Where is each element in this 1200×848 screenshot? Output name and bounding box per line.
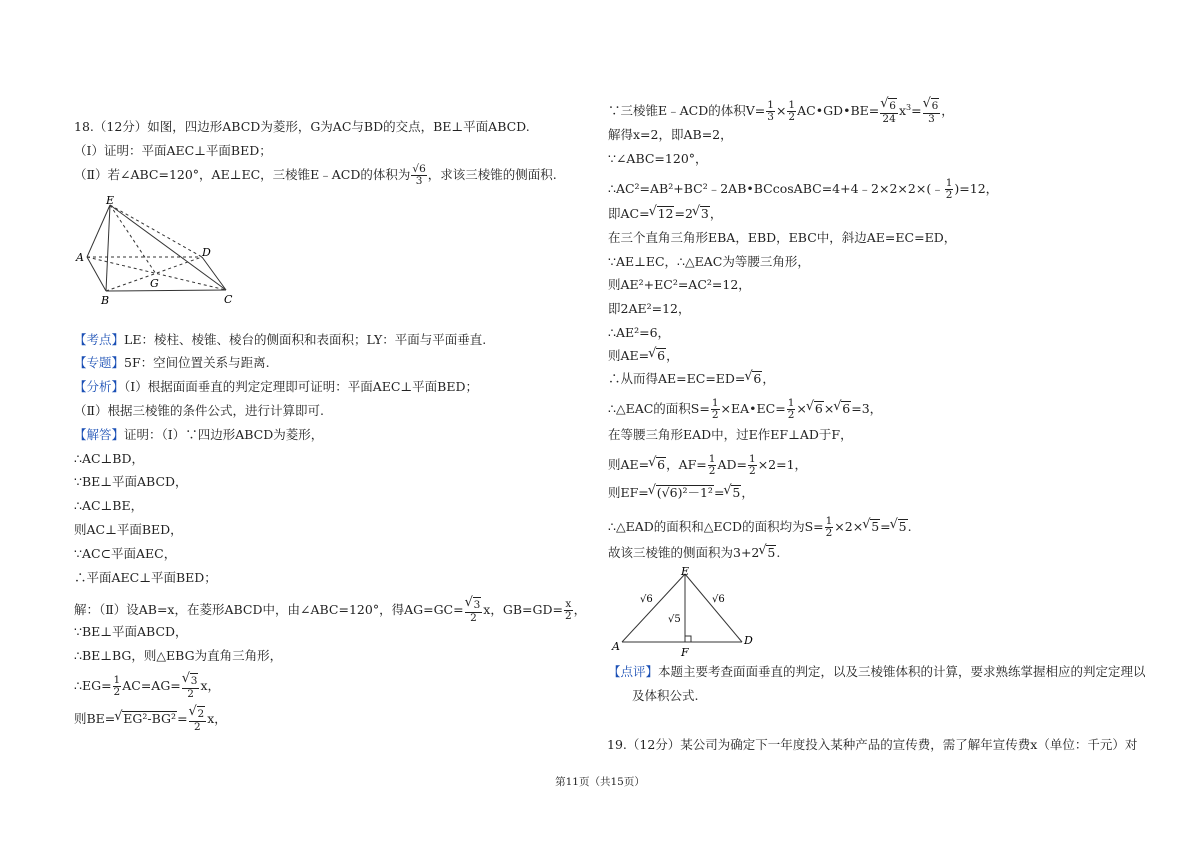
right-step-14: 在等腰三角形EAD中，过E作EF⊥AD于F， <box>608 427 853 442</box>
right-step-11: 则AE=√ 6， <box>608 348 679 364</box>
solution-step-10: ∴EG= $\frac{1}{2}$ AC=AG= √ $\frac{3}{2}$ x， <box>74 673 220 700</box>
dianping-line: 【点评】本题主要考查面面垂直的判定，以及三棱锥体积的计算，要求熟练掌握相应的判定定理以 <box>608 664 1146 679</box>
solution-step-5: ∵AC⊂平面AEC， <box>74 546 177 561</box>
tri-side-ed: √6 <box>712 594 725 605</box>
tri-side-ef: √5 <box>668 614 681 625</box>
right-step-7: ∵AE⊥EC，∴△EAC为等腰三角形， <box>608 254 810 269</box>
right-step-5: 即AC=√ 12=2√ 3， <box>608 206 722 222</box>
zhuanti-line: 【专题】5F：空间位置关系与距离. <box>74 355 270 370</box>
solution-step-7: 解：（Ⅱ）设AB=x，在菱形ABCD中，由∠ABC=120°，得AG=GC= √ $\frac{3}{2}$ x，GB=GD= $\frac{x}{2}$ ， <box>74 597 586 624</box>
right-step-16: 则EF=√ (√6)²－1²=√ 5， <box>608 485 754 501</box>
solution-step-3: ∴AC⊥BE， <box>74 498 144 513</box>
fenxi-tag: 【分析】 <box>74 379 125 394</box>
page-footer: 第11页（共15页） <box>555 776 645 788</box>
label-D: D <box>202 246 211 259</box>
solution-step-8: ∵BE⊥平面ABCD， <box>74 624 188 639</box>
jieda-line: 【解答】证明：（Ⅰ）∵四边形ABCD为菱形， <box>74 427 324 442</box>
tri-label-F: F <box>681 646 689 658</box>
label-A: A <box>76 251 84 264</box>
solution-step-4: 则AC⊥平面BED， <box>74 522 183 537</box>
right-step-8: 则AE²+EC²=AC²=12， <box>608 277 751 292</box>
fenxi-line: 【分析】（Ⅰ）根据面面垂直的判定定理即可证明：平面AEC⊥平面BED； <box>74 379 479 394</box>
tri-label-D: D <box>744 634 753 647</box>
question-18-part2: （Ⅱ）若∠ABC=120°，AE⊥EC，三棱锥E﹣ACD的体积为 $\frac{√6}{3}$ ，求该三棱锥的侧面积. <box>74 163 557 187</box>
question-18-part1: （Ⅰ）证明：平面AEC⊥平面BED； <box>74 143 272 158</box>
volume-equation: ∵三棱锥E﹣ACD的体积V= $\frac{1}{3}$ × $\frac{1}{2}$ AC•GD•BE= √ $\frac{6}{24}$ $x^3=$ √ $\frac{6}{3}$ ， <box>608 98 954 125</box>
right-step-17: ∴△EAD的面积和△ECD的面积均为S= $\frac{1}{2}$ ×2×√ 5=√ 5. <box>608 516 912 539</box>
right-step-18: 故该三棱锥的侧面积为3+2√ 5. <box>608 545 780 561</box>
tri-label-A: A <box>612 640 620 653</box>
label-G: G <box>150 277 159 290</box>
volume-fraction: $\frac{√6}{3}$ <box>412 163 426 187</box>
right-step-15: 则AE=√ 6，AF= $\frac{1}{2}$ AD= $\frac{1}{2}$ ×2=1， <box>608 454 807 477</box>
right-step-4: ∴AC²=AB²+BC²﹣2AB•BCcosABC=4+4﹣2×2×2×(﹣ $\frac{1}{2}$ )=12， <box>608 177 999 201</box>
right-step-12: ∴从而得AE=EC=ED=√ 6， <box>608 371 775 387</box>
right-step-6: 在三个直角三角形EBA，EBD，EBC中，斜边AE=EC=ED， <box>608 230 957 245</box>
jieda-tag: 【解答】 <box>74 427 125 442</box>
solution-step-11: 则BE=√ EG²-BG²= √ $\frac{2}{2}$ x， <box>74 706 227 733</box>
tri-label-E: E <box>681 566 690 578</box>
right-step-10: ∴AE²=6， <box>608 325 671 340</box>
question-19-header: 19.（12分）某公司为确定下一年度投入某种产品的宣传费，需了解年宣传费x（单位：千元）对 <box>607 737 1138 752</box>
dianping-tag: 【点评】 <box>608 664 659 679</box>
question-18-header: 18.（12分）如图，四边形ABCD为菱形，G为AC与BD的交点，BE⊥平面ABCD. <box>74 119 530 134</box>
solution-step-2: ∵BE⊥平面ABCD， <box>74 474 188 489</box>
right-step-9: 即2AE²=12， <box>608 301 691 316</box>
label-C: C <box>224 293 233 306</box>
dianping-line-2: 及体积公式. <box>632 688 699 703</box>
fenxi-line-2: （Ⅱ）根据三棱锥的条件公式，进行计算即可. <box>74 403 324 418</box>
kaodian-line: 【考点】LE：棱柱、棱锥、棱台的侧面积和表面积；LY：平面与平面垂直. <box>74 332 487 347</box>
right-step-3: ∵∠ABC=120°， <box>608 151 708 166</box>
right-step-13: ∴△EAC的面积S= $\frac{1}{2}$ ×EA•EC= $\frac{1}{2}$ ×√ 6×√ 6=3， <box>608 398 882 421</box>
label-B: B <box>101 294 110 307</box>
right-step-2: 解得x=2，即AB=2， <box>608 127 733 142</box>
solution-step-6: ∴平面AEC⊥平面BED； <box>74 570 217 585</box>
solution-step-9: ∴BE⊥BG，则△EBG为直角三角形， <box>74 648 283 663</box>
pyramid-figure <box>74 193 244 308</box>
zhuanti-tag: 【专题】 <box>74 355 125 370</box>
kaodian-tag: 【考点】 <box>74 332 125 347</box>
tri-side-ae: √6 <box>640 594 653 605</box>
label-E: E <box>106 194 115 207</box>
solution-step-1: ∴AC⊥BD， <box>74 451 145 466</box>
triangle-figure <box>610 566 770 658</box>
